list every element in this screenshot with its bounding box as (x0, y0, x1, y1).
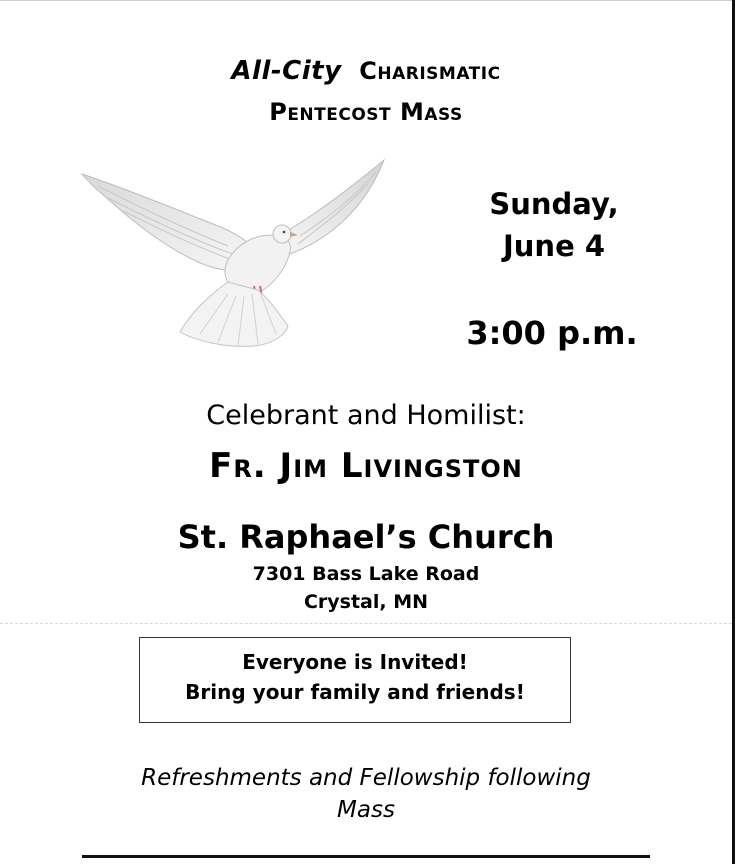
dove-icon (78, 156, 390, 352)
title-charismatic: Charismatic (359, 57, 501, 85)
church-city: Crystal, MN (303, 591, 429, 613)
title-line-2 (0, 98, 732, 126)
invitation-line-2: Bring your family and friends! (185, 680, 525, 704)
refreshments-note: Refreshments and Fellowship following Mass (141, 765, 591, 823)
church-street: 7301 Bass Lake Road (252, 563, 480, 585)
event-day: Sunday, (489, 187, 619, 221)
page-top-border (0, 0, 735, 1)
celebrant-name: Fr. Jim Livingston (209, 446, 523, 486)
fold-divider (0, 623, 732, 624)
church-name: St. Raphael’s Church (177, 518, 555, 556)
invitation-line-1: Everyone is Invited! (242, 650, 468, 674)
event-date: June 4 (502, 229, 606, 263)
event-time: 3:00 p.m. (466, 314, 638, 352)
bottom-rule (82, 855, 650, 858)
invitation-box (139, 637, 571, 723)
page-right-border (732, 0, 735, 864)
title-line-1 (0, 56, 732, 86)
celebrant-label: Celebrant and Homilist: (206, 400, 526, 431)
title-pentecost-mass: Pentecost Mass (269, 98, 463, 126)
title-all-city: All-City (231, 56, 342, 86)
